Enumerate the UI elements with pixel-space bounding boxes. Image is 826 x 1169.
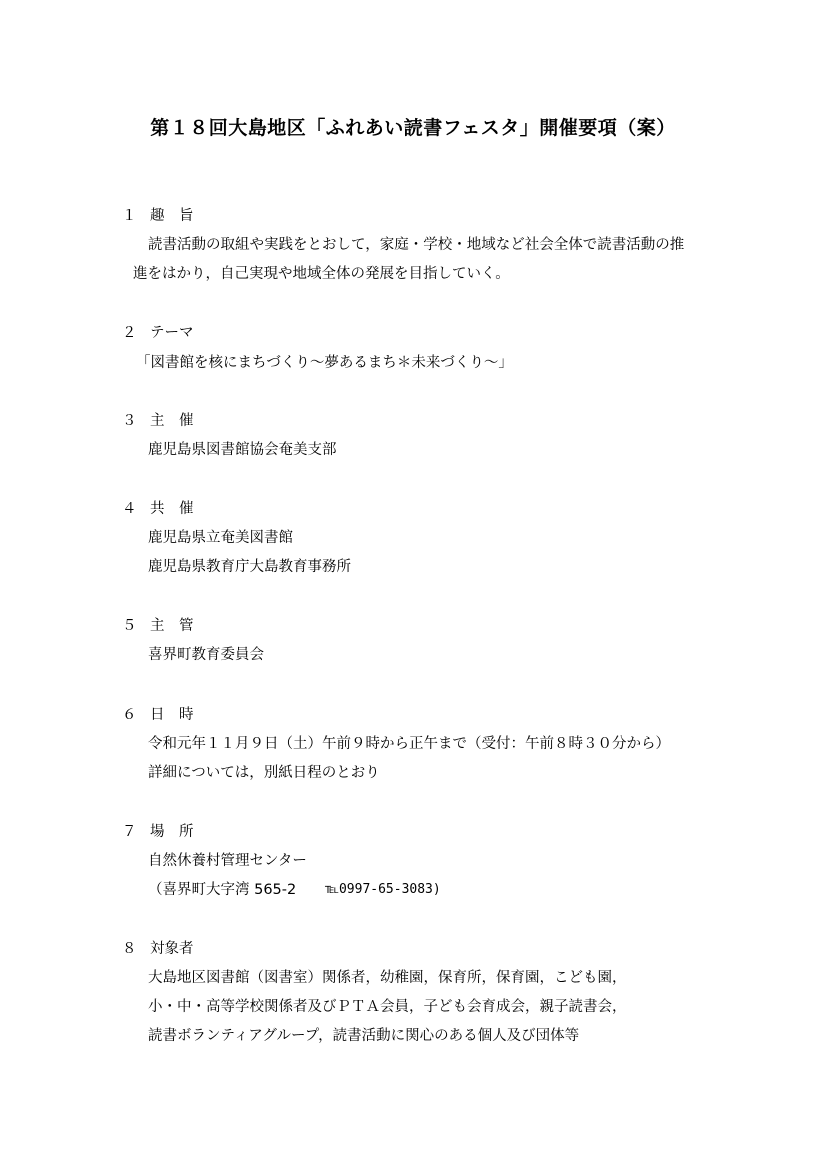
section-heading: 日 時 [150, 707, 194, 723]
section-number: ５ [122, 618, 137, 634]
body-line: 喜界町教育委員会 [148, 647, 264, 663]
section-heading: 主 管 [150, 618, 194, 634]
section-heading: 共 催 [150, 501, 194, 517]
body-line: 大島地区図書館（図書室）関係者，幼稚園，保育所，保育園，こども園， [148, 970, 627, 986]
section-number: ２ [122, 325, 137, 341]
section-number: ４ [122, 501, 137, 517]
address-text: （喜界町大字湾 565-2 [148, 882, 297, 898]
body-line: 鹿児島県図書館協会奄美支部 [148, 442, 337, 458]
section-heading: テーマ [150, 325, 194, 341]
body-line: 詳細については，別紙日程のとおり [148, 765, 380, 781]
section-number: ７ [122, 824, 137, 840]
section-number: ８ [122, 941, 137, 957]
body-line: 読書活動の取組や実践をとおして，家庭・学校・地域など社会全体で読書活動の推 [148, 237, 685, 253]
body-line: 自然休養村管理センター [148, 853, 307, 869]
body-line: 小・中・高等学校関係者及びＰＴＡ会員，子ども会育成会，親子読書会， [148, 999, 627, 1015]
body-line: 鹿児島県立奄美図書館 [148, 530, 293, 546]
section-heading: 趣 旨 [150, 208, 194, 224]
section-heading: 対象者 [150, 941, 194, 957]
tel-text: ℡0997-65-3083) [325, 882, 441, 897]
body-line: 進をはかり，自己実現や地域全体の発展を目指していく。 [133, 266, 510, 282]
section-heading: 主 催 [150, 413, 194, 429]
section-heading: 場 所 [150, 824, 194, 840]
body-line: 令和元年１１月９日（土）午前９時から正午まで（受付：午前８時３０分から） [148, 736, 670, 752]
body-line: 鹿児島県教育庁大島教育事務所 [148, 559, 351, 575]
section-number: ６ [122, 707, 137, 723]
body-line: 読書ボランティアグループ，読書活動に関心のある個人及び団体等 [148, 1028, 580, 1044]
document-title: 第１８回大島地区「ふれあい読書フェスタ」開催要項（案） [150, 117, 676, 139]
section-number: ３ [122, 413, 137, 429]
theme-text: 「図書館を核にまちづくり～夢あるまち＊未来づくり～」 [136, 355, 513, 371]
section-number: １ [122, 208, 137, 224]
